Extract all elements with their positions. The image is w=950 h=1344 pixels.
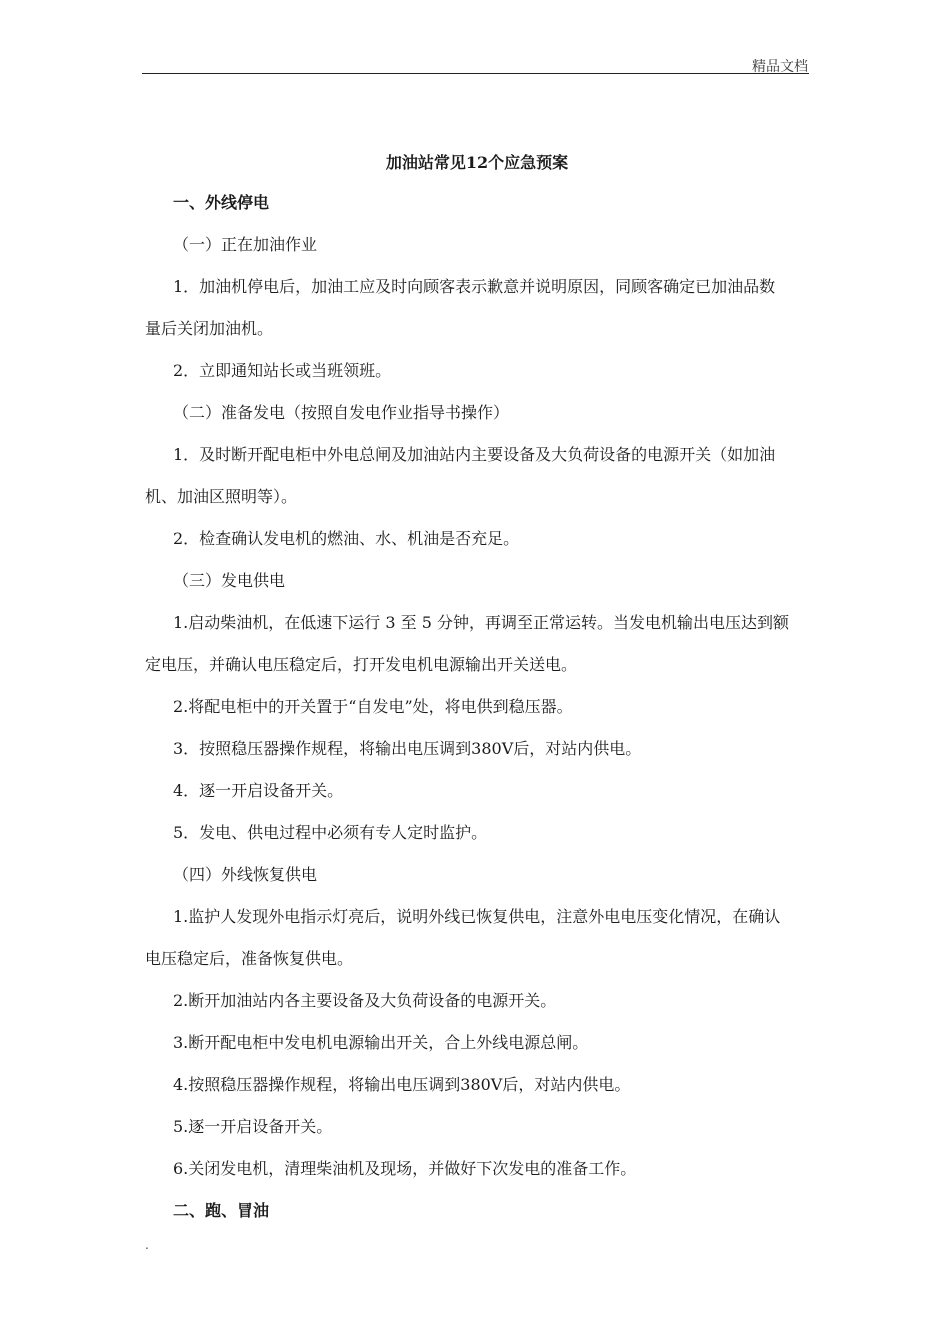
paragraph-line: 5．发电、供电过程中必须有专人定时监护。 (173, 823, 488, 842)
paragraph-line: 定电压，并确认电压稳定后，打开发电机电源输出开关送电。 (145, 655, 578, 674)
paragraph-line: 3．按照稳压器操作规程，将输出电压调到380V后，对站内供电。 (173, 739, 642, 758)
paragraph-line: （一）正在加油作业 (173, 235, 318, 254)
footer-mark: . (145, 1238, 149, 1252)
paragraph-line: 2．检查确认发电机的燃油、水、机油是否充足。 (173, 529, 520, 548)
paragraph-line: （四）外线恢复供电 (173, 865, 318, 884)
paragraph-line: （三）发电供电 (173, 571, 286, 590)
paragraph-line: 1．加油机停电后，加油工应及时向顾客表示歉意并说明原因，同顾客确定已加油品数 (173, 277, 776, 296)
paragraph-line: （二）准备发电（按照自发电作业指导书操作） (173, 403, 510, 422)
header-label: 精品文档 (752, 59, 808, 75)
paragraph-line: 5.逐一开启设备开关。 (173, 1117, 333, 1136)
section-heading: 二、跑、冒油 (173, 1201, 270, 1220)
paragraph-line: 量后关闭加油机。 (145, 319, 274, 338)
document-title: 加油站常见12个应急预案 (385, 153, 569, 172)
header-rule (142, 73, 809, 74)
section-heading: 一、外线停电 (173, 193, 270, 212)
paragraph-line: 1.监护人发现外电指示灯亮后，说明外线已恢复供电，注意外电电压变化情况，在确认 (173, 907, 781, 926)
paragraph-line: 机、加油区照明等）。 (145, 487, 298, 506)
paragraph-line: 3.断开配电柜中发电机电源输出开关，合上外线电源总闸。 (173, 1033, 589, 1052)
paragraph-line: 4．逐一开启设备开关。 (173, 781, 344, 800)
paragraph-line: 2.断开加油站内各主要设备及大负荷设备的电源开关。 (173, 991, 557, 1010)
paragraph-line: 1.启动柴油机，在低速下运行 3 至 5 分钟，再调至正常运转。当发电机输出电压达到额 (173, 613, 789, 632)
paragraph-line: 4.按照稳压器操作规程，将输出电压调到380V后，对站内供电。 (173, 1075, 631, 1094)
paragraph-line: 电压稳定后，准备恢复供电。 (145, 949, 354, 968)
paragraph-line: 2.将配电柜中的开关置于“自发电”处，将电供到稳压器。 (173, 697, 573, 716)
paragraph-line: 1．及时断开配电柜中外电总闸及加油站内主要设备及大负荷设备的电源开关（如加油 (173, 445, 776, 464)
paragraph-line: 6.关闭发电机，清理柴油机及现场，并做好下次发电的准备工作。 (173, 1159, 637, 1178)
paragraph-line: 2．立即通知站长或当班领班。 (173, 361, 392, 380)
